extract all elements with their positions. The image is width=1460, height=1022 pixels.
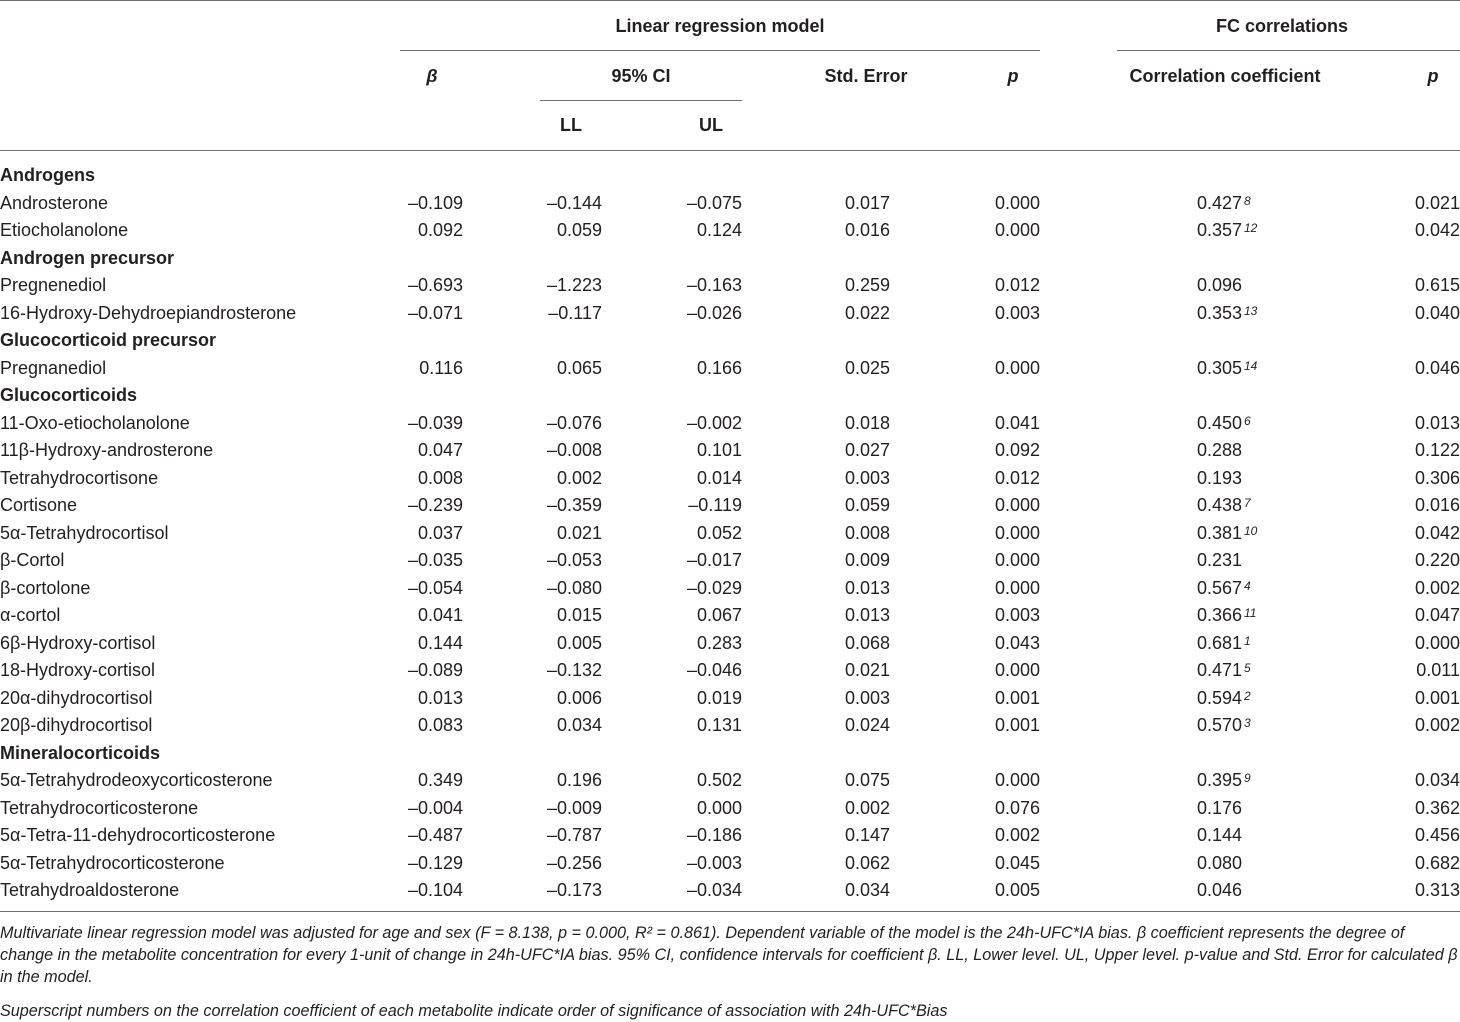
- correlation-value: 0.427: [1196, 192, 1242, 213]
- header-ul: UL: [699, 115, 723, 135]
- cell-ul: –0.034: [686, 880, 742, 900]
- cell-std-error: 0.021: [844, 660, 890, 680]
- cell-beta: –0.089: [407, 660, 463, 680]
- cell-p: 0.041: [994, 412, 1040, 433]
- cell-p: 0.002: [994, 825, 1040, 845]
- cell-metabolite: β-cortolone: [0, 577, 91, 598]
- footnote-superscript: Superscript numbers on the correlation coefficient of each metabolite indicate order of significance of association with 24h-UFC*Bias: [0, 1002, 948, 1020]
- cell-std-error: 0.068: [844, 632, 890, 653]
- cell-p: 0.000: [994, 770, 1040, 790]
- correlation-value: 0.353: [1196, 302, 1242, 323]
- cell-correlation: 0.594 2: [1196, 687, 1251, 708]
- group-label: Glucocorticoids: [0, 385, 138, 405]
- header-p: p: [1007, 66, 1019, 86]
- cell-p: 0.045: [994, 852, 1040, 873]
- cell-metabolite: 5α-Tetrahydrodeoxycorticosterone: [0, 770, 273, 790]
- cell-std-error: 0.003: [844, 687, 890, 708]
- correlation-value: 0.231: [1196, 550, 1242, 570]
- cell-p-fc: 0.042: [1414, 220, 1460, 240]
- cell-ul: 0.124: [696, 220, 742, 240]
- cell-p: 0.012: [994, 467, 1040, 488]
- cell-p-fc: 0.016: [1414, 495, 1460, 515]
- ci-underline: [540, 100, 742, 101]
- cell-correlation: 0.450 6: [1196, 412, 1251, 433]
- cell-std-error: 0.016: [844, 220, 890, 240]
- cell-p-fc: 0.042: [1414, 522, 1460, 543]
- cell-ul: 0.502: [696, 770, 742, 790]
- cell-correlation: 0.381 10: [1196, 522, 1258, 543]
- header-linear-regression: Linear regression model: [615, 16, 825, 36]
- cell-p-fc: 0.682: [1414, 852, 1460, 873]
- cell-ll: –0.173: [546, 880, 602, 900]
- cell-ll: –0.787: [546, 825, 602, 845]
- cell-p-fc: 0.002: [1414, 577, 1460, 598]
- correlation-value: 0.450: [1196, 412, 1242, 433]
- cell-std-error: 0.075: [844, 770, 890, 790]
- cell-beta: –0.054: [407, 577, 463, 598]
- cell-correlation: [1190, 549, 1242, 571]
- cell-metabolite: 5α-Tetra-11-dehydrocorticosterone: [0, 825, 276, 845]
- cell-ll: 0.006: [556, 687, 602, 708]
- cell-std-error: 0.008: [844, 522, 890, 543]
- cell-p-fc: 0.220: [1414, 550, 1460, 570]
- cell-correlation: 0.353 13: [1196, 302, 1258, 323]
- correlation-value: 0.594: [1196, 687, 1242, 708]
- cell-p-fc: 0.122: [1414, 440, 1460, 460]
- table-row: [0, 604, 1460, 632]
- table-row: [0, 632, 1460, 660]
- cell-p-fc: 0.002: [1414, 715, 1460, 735]
- cell-beta: 0.116: [419, 357, 463, 378]
- cell-correlation: [1190, 439, 1242, 461]
- cell-p: 0.003: [994, 302, 1040, 323]
- cell-p: 0.001: [994, 715, 1040, 735]
- group-header-row: [0, 384, 1460, 412]
- table-row: [0, 439, 1460, 467]
- table-row: [0, 659, 1460, 687]
- cell-p: 0.000: [994, 220, 1040, 240]
- correlation-value: 0.395: [1196, 770, 1242, 790]
- cell-beta: –0.109: [407, 192, 463, 213]
- cell-std-error: 0.259: [844, 275, 890, 295]
- cell-ll: –0.076: [546, 412, 602, 433]
- cell-p: 0.000: [994, 357, 1040, 378]
- cell-std-error: 0.025: [844, 357, 890, 378]
- cell-beta: –0.239: [407, 495, 463, 515]
- header-bottom-rule: [0, 150, 1460, 151]
- group-label: Mineralocorticoids: [0, 742, 161, 763]
- table-row: [0, 274, 1460, 302]
- cell-beta: –0.693: [407, 275, 463, 295]
- cell-metabolite: Tetrahydrocortisone: [0, 467, 159, 488]
- correlation-value: 0.438: [1196, 495, 1242, 515]
- cell-metabolite: α-cortol: [0, 605, 61, 625]
- cell-ll: 0.002: [556, 467, 602, 488]
- cell-p-fc: 0.000: [1414, 632, 1460, 653]
- cell-ul: –0.075: [686, 192, 742, 213]
- group-header-row: [0, 329, 1460, 357]
- cell-std-error: 0.013: [844, 577, 890, 598]
- table-row: [0, 879, 1460, 907]
- cell-correlation: 0.567 4: [1196, 577, 1251, 598]
- table-row: [0, 824, 1460, 852]
- correlation-value: 0.193: [1196, 467, 1242, 488]
- cell-p: 0.076: [994, 797, 1040, 818]
- cell-p-fc: 0.047: [1414, 605, 1460, 625]
- footnote-model: Multivariate linear regression model was adjusted for age and sex (F = 8.138, p = 0.000, R² = 0.861). Dependent variable of the model is the 24h-UFC*IA bias. β coefficient represents the degree of change in the metabolite concentration for every 1-unit of change in 24h-UFC*IA bias. 95% CI, confidence intervals for coefficient β. LL, Lower level. UL, Upper level. p-value and Std. Error for calculated β in the model.: [0, 924, 1458, 986]
- cell-ll: –0.132: [546, 660, 602, 680]
- cell-correlation: 0.357 12: [1196, 220, 1258, 240]
- table-row: [0, 219, 1460, 247]
- cell-ul: 0.101: [696, 440, 742, 460]
- cell-p: 0.092: [994, 440, 1040, 460]
- cell-ul: 0.131: [696, 715, 742, 735]
- cell-metabolite: Tetrahydroaldosterone: [0, 880, 180, 900]
- cell-std-error: 0.059: [844, 495, 890, 515]
- table-row: [0, 852, 1460, 880]
- cell-metabolite: 6β-Hydroxy-cortisol: [0, 632, 156, 653]
- cell-beta: 0.013: [417, 687, 463, 708]
- group-label: Glucocorticoid precursor: [0, 330, 217, 350]
- cell-ul: –0.029: [686, 577, 742, 598]
- cell-correlation: [1190, 879, 1242, 901]
- cell-metabolite: 5α-Tetrahydrocortisol: [0, 522, 169, 543]
- cell-ul: –0.119: [688, 495, 742, 515]
- table-row: [0, 522, 1460, 550]
- group-label: Androgens: [0, 165, 96, 185]
- cell-p-fc: 0.456: [1414, 825, 1460, 845]
- cell-p: 0.012: [994, 275, 1040, 295]
- correlation-value: 0.046: [1196, 880, 1242, 900]
- cell-correlation: [1190, 852, 1242, 874]
- cell-correlation: 0.471 5: [1196, 660, 1251, 680]
- cell-metabolite: 20α-dihydrocortisol: [0, 687, 153, 708]
- cell-p: 0.000: [994, 577, 1040, 598]
- cell-ll: –0.008: [546, 440, 602, 460]
- cell-ul: –0.017: [686, 550, 742, 570]
- cell-correlation: [1190, 467, 1242, 489]
- header-std-error: Std. Error: [824, 66, 908, 86]
- cell-ll: –0.144: [546, 192, 602, 213]
- cell-ul: –0.163: [686, 275, 742, 295]
- cell-std-error: 0.027: [844, 440, 890, 460]
- cell-correlation: 0.366 11: [1196, 605, 1257, 625]
- cell-p: 0.000: [994, 522, 1040, 543]
- cell-p: 0.003: [994, 605, 1040, 625]
- cell-ll: –0.009: [546, 797, 602, 818]
- header-ll: LL: [560, 115, 582, 135]
- cell-p-fc: 0.306: [1414, 467, 1460, 488]
- correlation-value: 0.681: [1196, 632, 1242, 653]
- cell-ul: 0.166: [696, 357, 742, 378]
- cell-ul: 0.000: [696, 797, 742, 818]
- fc-underline: [1117, 50, 1460, 51]
- cell-metabolite: Pregnanediol: [0, 357, 107, 378]
- table-bottom-rule: [0, 911, 1460, 912]
- cell-ll: 0.015: [556, 605, 602, 625]
- table-row: [0, 302, 1460, 330]
- group-header-row: [0, 247, 1460, 275]
- cell-ul: 0.283: [696, 632, 742, 653]
- cell-p: 0.000: [994, 192, 1040, 213]
- cell-ul: 0.052: [696, 522, 742, 543]
- group-header-row: [0, 164, 1460, 192]
- table-row: [0, 494, 1460, 522]
- cell-ll: –0.053: [546, 550, 602, 570]
- correlation-value: 0.366: [1196, 605, 1242, 625]
- cell-ul: 0.019: [696, 687, 742, 708]
- cell-ll: –0.117: [548, 302, 602, 323]
- table-row: [0, 467, 1460, 495]
- cell-p-fc: 0.313: [1414, 880, 1460, 900]
- cell-std-error: 0.062: [844, 852, 890, 873]
- table-row: [0, 577, 1460, 605]
- group-label: Androgen precursor: [0, 247, 175, 268]
- cell-std-error: 0.022: [844, 302, 890, 323]
- correlation-value: 0.144: [1196, 825, 1242, 845]
- table-row: [0, 549, 1460, 577]
- cell-metabolite: β-Cortol: [0, 550, 65, 570]
- cell-std-error: 0.034: [844, 880, 890, 900]
- cell-ll: 0.196: [556, 770, 602, 790]
- table-row: [0, 412, 1460, 440]
- cell-ll: 0.034: [556, 715, 602, 735]
- cell-p-fc: 0.021: [1414, 192, 1460, 213]
- cell-beta: 0.144: [417, 632, 463, 653]
- cell-p-fc: 0.001: [1414, 687, 1460, 708]
- cell-beta: –0.487: [407, 825, 463, 845]
- cell-ll: –0.080: [546, 577, 602, 598]
- correlation-value: 0.176: [1196, 797, 1242, 818]
- cell-ll: 0.059: [556, 220, 602, 240]
- cell-metabolite: Androsterone: [0, 192, 109, 213]
- cell-beta: –0.071: [407, 302, 463, 323]
- cell-std-error: 0.024: [844, 715, 890, 735]
- cell-p: 0.043: [994, 632, 1040, 653]
- cell-correlation: 0.427 8: [1196, 192, 1251, 213]
- cell-p-fc: 0.362: [1414, 797, 1460, 818]
- correlation-value: 0.080: [1196, 852, 1242, 873]
- cell-beta: 0.083: [417, 715, 463, 735]
- cell-correlation: 0.438 7: [1196, 495, 1251, 515]
- cell-ul: 0.014: [696, 467, 742, 488]
- group-header-row: [0, 742, 1460, 770]
- cell-ll: –0.359: [546, 495, 602, 515]
- table-row: [0, 357, 1460, 385]
- cell-correlation: 0.681 1: [1196, 632, 1251, 653]
- table-row: [0, 192, 1460, 220]
- cell-ll: 0.021: [556, 522, 602, 543]
- cell-ll: 0.005: [556, 632, 602, 653]
- cell-beta: –0.004: [407, 797, 463, 818]
- header-correlation-coefficient: Correlation coefficient: [1129, 66, 1321, 86]
- correlation-value: 0.471: [1196, 660, 1242, 680]
- cell-beta: 0.092: [417, 220, 463, 240]
- cell-ul: –0.003: [686, 852, 742, 873]
- cell-ul: –0.026: [686, 302, 742, 323]
- cell-metabolite: 5α-Tetrahydrocorticosterone: [0, 852, 225, 873]
- table-row: [0, 797, 1460, 825]
- cell-beta: –0.039: [407, 412, 463, 433]
- cell-p: 0.005: [994, 880, 1040, 900]
- cell-ll: 0.065: [556, 357, 602, 378]
- cell-beta: 0.047: [417, 440, 463, 460]
- correlation-value: 0.288: [1196, 440, 1242, 460]
- correlation-value: 0.305: [1196, 357, 1242, 378]
- cell-beta: –0.035: [407, 550, 463, 570]
- cell-ul: –0.186: [686, 825, 742, 845]
- cell-p-fc: 0.615: [1414, 275, 1460, 295]
- cell-p: 0.000: [994, 660, 1040, 680]
- header-95ci: 95% CI: [611, 66, 671, 86]
- cell-metabolite: 18-Hydroxy-cortisol: [0, 660, 156, 680]
- cell-ul: 0.067: [696, 605, 742, 625]
- cell-metabolite: 20β-dihydrocortisol: [0, 715, 153, 735]
- cell-p: 0.001: [994, 687, 1040, 708]
- cell-metabolite: Cortisone: [0, 495, 78, 515]
- cell-ul: –0.046: [686, 660, 742, 680]
- cell-p: 0.000: [994, 550, 1040, 570]
- cell-std-error: 0.002: [844, 797, 890, 818]
- correlation-value: 0.570: [1196, 715, 1242, 735]
- header-p-fc: p: [1427, 66, 1439, 86]
- cell-std-error: 0.017: [844, 192, 890, 213]
- cell-beta: –0.129: [407, 852, 463, 873]
- cell-metabolite: Etiocholanolone: [0, 220, 129, 240]
- cell-beta: 0.037: [417, 522, 463, 543]
- header-beta: β: [426, 66, 438, 86]
- correlation-value: 0.567: [1196, 577, 1242, 598]
- cell-correlation: 0.395 9: [1196, 770, 1251, 790]
- cell-beta: 0.008: [417, 467, 463, 488]
- cell-std-error: 0.009: [844, 550, 890, 570]
- cell-beta: 0.349: [417, 770, 463, 790]
- cell-p-fc: 0.034: [1414, 770, 1460, 790]
- cell-correlation: [1190, 274, 1242, 296]
- cell-ll: –1.223: [546, 275, 602, 295]
- cell-correlation: 0.570 3: [1196, 715, 1251, 735]
- correlation-value: 0.381: [1196, 522, 1242, 543]
- cell-beta: 0.041: [417, 605, 463, 625]
- cell-ll: –0.256: [546, 852, 602, 873]
- cell-std-error: 0.013: [844, 605, 890, 625]
- cell-metabolite: 11β-Hydroxy-androsterone: [0, 440, 214, 460]
- cell-metabolite: Tetrahydrocorticosterone: [0, 797, 199, 818]
- cell-metabolite: 11-Oxo-etiocholanolone: [0, 412, 190, 433]
- table-row: [0, 769, 1460, 797]
- cell-correlation: 0.305 14: [1196, 357, 1258, 378]
- lrm-underline: [400, 50, 1040, 51]
- cell-std-error: 0.147: [844, 825, 890, 845]
- table-row: [0, 687, 1460, 715]
- cell-correlation: [1190, 797, 1242, 819]
- cell-metabolite: 16-Hydroxy-Dehydroepiandrosterone: [0, 302, 297, 323]
- header-fc-correlations: FC correlations: [1215, 16, 1349, 36]
- correlation-value: 0.357: [1196, 220, 1242, 240]
- cell-std-error: 0.003: [844, 467, 890, 488]
- cell-std-error: 0.018: [844, 412, 890, 433]
- correlation-value: 0.096: [1196, 275, 1242, 295]
- cell-p-fc: 0.046: [1414, 357, 1460, 378]
- cell-beta: –0.104: [407, 880, 463, 900]
- cell-correlation: [1190, 824, 1242, 846]
- cell-p: 0.000: [994, 495, 1040, 515]
- table-row: [0, 714, 1460, 742]
- cell-ul: –0.002: [686, 412, 742, 433]
- cell-p-fc: 0.013: [1414, 412, 1460, 433]
- cell-metabolite: Pregnenediol: [0, 275, 107, 295]
- cell-p-fc: 0.011: [1416, 660, 1460, 680]
- cell-p-fc: 0.040: [1414, 302, 1460, 323]
- top-rule: [0, 0, 1460, 1]
